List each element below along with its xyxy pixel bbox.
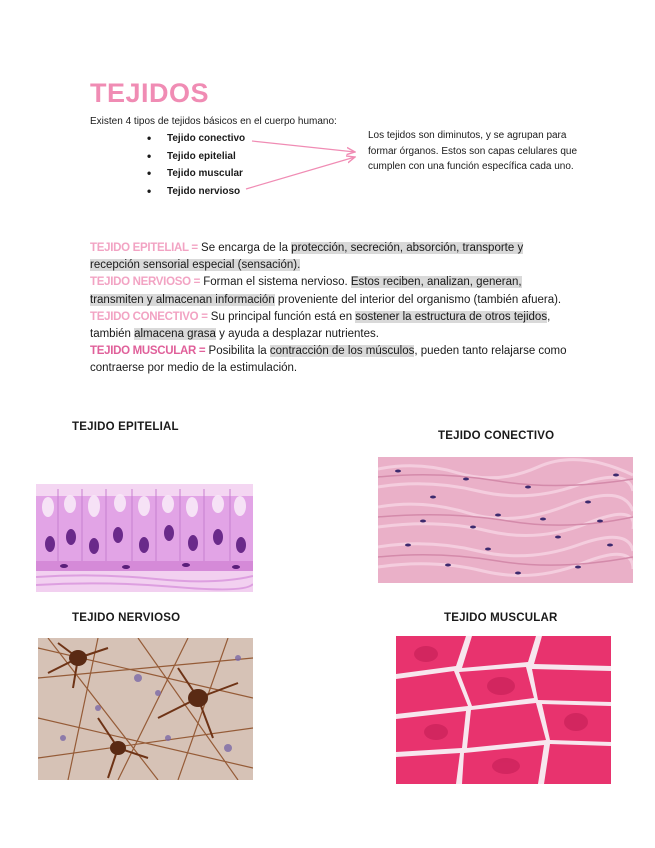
highlight: almacena grasa — [134, 328, 216, 341]
label-muscular: TEJIDO MUSCULAR — [444, 612, 558, 624]
term-conectivo: TEJIDO CONECTIVO = — [90, 310, 208, 323]
intro-text: Existen 4 tipos de tejidos básicos en el cuerpo humano: — [90, 116, 337, 127]
term-epitelial: TEJIDO EPITELIAL = — [90, 242, 198, 254]
definitions-block — [90, 240, 570, 378]
info-note: Los tejidos son diminutos, y se agrupan para formar órganos. Estos son capas celulares que cumplen con una función específica cada uno. — [368, 130, 577, 172]
highlight: protección, secreción, absorción, transporte y recepción sensorial especial — [90, 242, 524, 272]
highlight: sostener la estructura de otros tejidos — [355, 310, 548, 323]
list-item: • Tejido conectivo — [147, 130, 245, 148]
tissue-types-list — [147, 130, 245, 200]
definition-epitelial: TEJIDO EPITELIAL = Se encarga de la protección, secreción, absorción, transporte y recepción sensorial especial (sensación). — [90, 242, 524, 272]
list-item: • Tejido muscular — [147, 165, 245, 183]
page-title: TEJIDOS — [90, 78, 210, 108]
label-nervioso: TEJIDO NERVIOSO — [72, 612, 181, 624]
definition-nervioso: TEJIDO NERVIOSO = Forman el sistema nervioso. Estos reciben, analizan, generan, transmiten y almacenan información proveniente del interior del organismo (también afuera). — [90, 276, 562, 306]
conectivo-image — [378, 457, 633, 583]
highlight: Estos reciben, analizan, generan, transmiten y almacenan información — [90, 276, 522, 306]
term-nervioso: TEJIDO NERVIOSO = — [90, 276, 201, 289]
label-epitelial: TEJIDO EPITELIAL — [72, 421, 179, 433]
muscular-image — [396, 636, 611, 784]
definition-conectivo: TEJIDO CONECTIVO = Su principal función está en sostener la estructura de otros tejidos, también almacena grasa y ayuda a desplazar nutrientes. — [90, 310, 551, 341]
definition-muscular: TEJIDO MUSCULAR = Posibilita la contracción de los músculos, pueden tanto relajarse como contraerse por medio de la estimulación. — [90, 345, 567, 375]
list-item: • Tejido epitelial — [147, 148, 245, 166]
term-muscular: TEJIDO MUSCULAR = — [90, 345, 206, 358]
highlight: contracción de los músculos — [269, 345, 415, 358]
arrow-top — [252, 141, 355, 152]
arrow-bottom — [246, 157, 355, 189]
epitelial-image — [36, 449, 253, 592]
nervioso-image — [38, 638, 253, 780]
label-conectivo: TEJIDO CONECTIVO — [438, 430, 555, 442]
list-item: • Tejido nervioso — [147, 183, 245, 201]
